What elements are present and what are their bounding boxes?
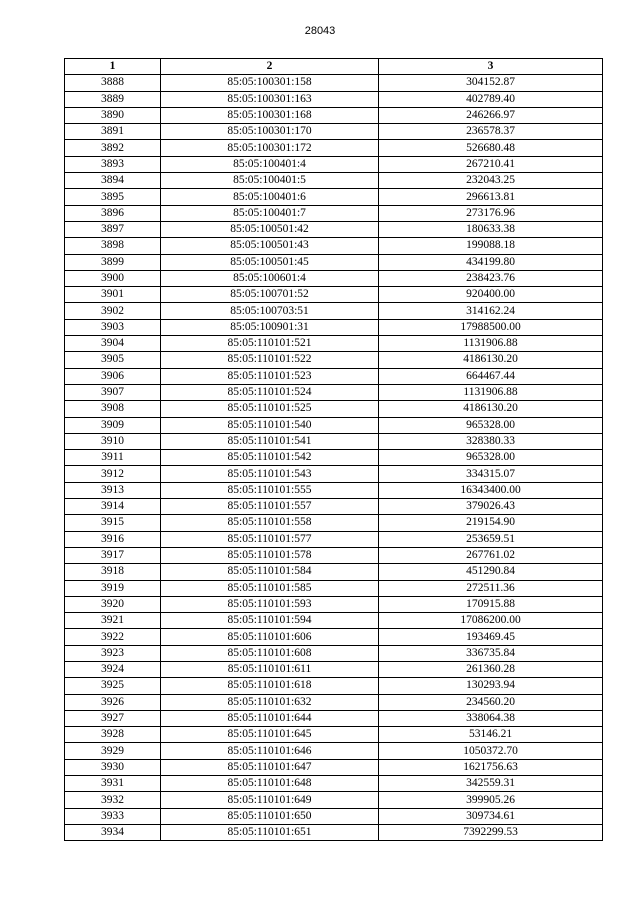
table-row	[65, 613, 603, 629]
data-table	[64, 58, 603, 841]
value-cell: 1050372.70	[379, 743, 603, 759]
table-row	[65, 124, 603, 140]
table-row	[65, 678, 603, 694]
cadastral-number-cell: 85:05:110101:648	[161, 776, 379, 792]
table-row	[65, 384, 603, 400]
table-header	[65, 59, 603, 75]
cadastral-number-cell: 85:05:110101:651	[161, 824, 379, 840]
table-row	[65, 694, 603, 710]
row-number-cell: 3918	[65, 564, 161, 580]
table-row	[65, 140, 603, 156]
row-number-cell: 3927	[65, 710, 161, 726]
table-row	[65, 173, 603, 189]
row-number-cell: 3920	[65, 596, 161, 612]
value-cell: 267210.41	[379, 156, 603, 172]
row-number-cell: 3921	[65, 613, 161, 629]
cadastral-number-cell: 85:05:110101:611	[161, 661, 379, 677]
cadastral-number-cell: 85:05:100601:4	[161, 270, 379, 286]
value-cell: 193469.45	[379, 629, 603, 645]
column-header-2: 2	[161, 59, 379, 75]
table-row	[65, 710, 603, 726]
cadastral-number-cell: 85:05:110101:608	[161, 645, 379, 661]
value-cell: 965328.00	[379, 417, 603, 433]
value-cell: 180633.38	[379, 221, 603, 237]
cadastral-number-cell: 85:05:110101:632	[161, 694, 379, 710]
value-cell: 170915.88	[379, 596, 603, 612]
cadastral-number-cell: 85:05:110101:594	[161, 613, 379, 629]
value-cell: 7392299.53	[379, 824, 603, 840]
table-row	[65, 531, 603, 547]
value-cell: 314162.24	[379, 303, 603, 319]
cadastral-number-cell: 85:05:110101:649	[161, 792, 379, 808]
row-number-cell: 3898	[65, 238, 161, 254]
value-cell: 309734.61	[379, 808, 603, 824]
value-cell: 399905.26	[379, 792, 603, 808]
value-cell: 402789.40	[379, 91, 603, 107]
value-cell: 219154.90	[379, 515, 603, 531]
value-cell: 526680.48	[379, 140, 603, 156]
row-number-cell: 3924	[65, 661, 161, 677]
value-cell: 16343400.00	[379, 482, 603, 498]
value-cell: 1131906.88	[379, 384, 603, 400]
value-cell: 338064.38	[379, 710, 603, 726]
table-row	[65, 596, 603, 612]
table-body	[65, 75, 603, 841]
value-cell: 334315.07	[379, 466, 603, 482]
row-number-cell: 3931	[65, 776, 161, 792]
cadastral-number-cell: 85:05:100501:45	[161, 254, 379, 270]
row-number-cell: 3905	[65, 352, 161, 368]
row-number-cell: 3919	[65, 580, 161, 596]
value-cell: 304152.87	[379, 75, 603, 91]
cadastral-number-cell: 85:05:110101:577	[161, 531, 379, 547]
table-row	[65, 645, 603, 661]
value-cell: 234560.20	[379, 694, 603, 710]
value-cell: 246266.97	[379, 107, 603, 123]
row-number-cell: 3912	[65, 466, 161, 482]
table-row	[65, 156, 603, 172]
cadastral-number-cell: 85:05:100901:31	[161, 319, 379, 335]
row-number-cell: 3923	[65, 645, 161, 661]
row-number-cell: 3890	[65, 107, 161, 123]
table-row	[65, 303, 603, 319]
value-cell: 17988500.00	[379, 319, 603, 335]
cadastral-number-cell: 85:05:110101:618	[161, 678, 379, 694]
table-row	[65, 580, 603, 596]
cadastral-number-cell: 85:05:100401:7	[161, 205, 379, 221]
row-number-cell: 3928	[65, 727, 161, 743]
table-row	[65, 792, 603, 808]
cadastral-number-cell: 85:05:110101:578	[161, 547, 379, 563]
cadastral-number-cell: 85:05:110101:522	[161, 352, 379, 368]
table-row	[65, 352, 603, 368]
cadastral-number-cell: 85:05:100301:168	[161, 107, 379, 123]
row-number-cell: 3930	[65, 759, 161, 775]
column-header-3: 3	[379, 59, 603, 75]
table-row	[65, 727, 603, 743]
row-number-cell: 3906	[65, 368, 161, 384]
table-row	[65, 107, 603, 123]
row-number-cell: 3902	[65, 303, 161, 319]
row-number-cell: 3917	[65, 547, 161, 563]
value-cell: 261360.28	[379, 661, 603, 677]
table-row	[65, 629, 603, 645]
table-row	[65, 499, 603, 515]
value-cell: 379026.43	[379, 499, 603, 515]
row-number-cell: 3889	[65, 91, 161, 107]
cadastral-number-cell: 85:05:110101:585	[161, 580, 379, 596]
table-row	[65, 221, 603, 237]
table-row	[65, 450, 603, 466]
table-row	[65, 466, 603, 482]
cadastral-number-cell: 85:05:110101:540	[161, 417, 379, 433]
value-cell: 17086200.00	[379, 613, 603, 629]
cadastral-number-cell: 85:05:110101:525	[161, 401, 379, 417]
table-row	[65, 776, 603, 792]
value-cell: 4186130.20	[379, 401, 603, 417]
value-cell: 4186130.20	[379, 352, 603, 368]
row-number-cell: 3933	[65, 808, 161, 824]
row-number-cell: 3897	[65, 221, 161, 237]
table-row	[65, 515, 603, 531]
value-cell: 451290.84	[379, 564, 603, 580]
cadastral-number-cell: 85:05:110101:521	[161, 336, 379, 352]
value-cell: 434199.80	[379, 254, 603, 270]
cadastral-number-cell: 85:05:100401:4	[161, 156, 379, 172]
value-cell: 1131906.88	[379, 336, 603, 352]
table-row	[65, 547, 603, 563]
value-cell: 236578.37	[379, 124, 603, 140]
row-number-cell: 3922	[65, 629, 161, 645]
value-cell: 296613.81	[379, 189, 603, 205]
row-number-cell: 3911	[65, 450, 161, 466]
row-number-cell: 3895	[65, 189, 161, 205]
value-cell: 273176.96	[379, 205, 603, 221]
cadastral-number-cell: 85:05:110101:542	[161, 450, 379, 466]
value-cell: 328380.33	[379, 433, 603, 449]
table-row	[65, 743, 603, 759]
value-cell: 342559.31	[379, 776, 603, 792]
table-row	[65, 417, 603, 433]
row-number-cell: 3903	[65, 319, 161, 335]
cadastral-number-cell: 85:05:100701:52	[161, 287, 379, 303]
row-number-cell: 3925	[65, 678, 161, 694]
row-number-cell: 3929	[65, 743, 161, 759]
value-cell: 920400.00	[379, 287, 603, 303]
cadastral-number-cell: 85:05:100301:172	[161, 140, 379, 156]
value-cell: 238423.76	[379, 270, 603, 286]
row-number-cell: 3900	[65, 270, 161, 286]
table-row	[65, 336, 603, 352]
page-number: 28043	[304, 25, 336, 37]
value-cell: 199088.18	[379, 238, 603, 254]
cadastral-number-cell: 85:05:100401:5	[161, 173, 379, 189]
table-row	[65, 205, 603, 221]
table-row	[65, 238, 603, 254]
cadastral-number-cell: 85:05:100301:163	[161, 91, 379, 107]
cadastral-number-cell: 85:05:100703:51	[161, 303, 379, 319]
cadastral-number-cell: 85:05:110101:558	[161, 515, 379, 531]
row-number-cell: 3915	[65, 515, 161, 531]
row-number-cell: 3896	[65, 205, 161, 221]
table-row	[65, 91, 603, 107]
table-row	[65, 401, 603, 417]
table-row	[65, 824, 603, 840]
value-cell: 965328.00	[379, 450, 603, 466]
value-cell: 53146.21	[379, 727, 603, 743]
table-row	[65, 759, 603, 775]
row-number-cell: 3916	[65, 531, 161, 547]
row-number-cell: 3932	[65, 792, 161, 808]
table-row	[65, 319, 603, 335]
cadastral-number-cell: 85:05:110101:647	[161, 759, 379, 775]
row-number-cell: 3899	[65, 254, 161, 270]
table-row	[65, 661, 603, 677]
cadastral-number-cell: 85:05:100501:42	[161, 221, 379, 237]
table-row	[65, 433, 603, 449]
cadastral-number-cell: 85:05:110101:541	[161, 433, 379, 449]
table-row	[65, 287, 603, 303]
row-number-cell: 3908	[65, 401, 161, 417]
column-header-1: 1	[65, 59, 161, 75]
cadastral-number-cell: 85:05:110101:644	[161, 710, 379, 726]
row-number-cell: 3926	[65, 694, 161, 710]
cadastral-number-cell: 85:05:110101:524	[161, 384, 379, 400]
row-number-cell: 3901	[65, 287, 161, 303]
table-row	[65, 270, 603, 286]
cadastral-number-cell: 85:05:100501:43	[161, 238, 379, 254]
row-number-cell: 3891	[65, 124, 161, 140]
cadastral-number-cell: 85:05:110101:584	[161, 564, 379, 580]
cadastral-number-cell: 85:05:110101:543	[161, 466, 379, 482]
value-cell: 664467.44	[379, 368, 603, 384]
table-row	[65, 254, 603, 270]
table-row	[65, 808, 603, 824]
row-number-cell: 3914	[65, 499, 161, 515]
table-row	[65, 368, 603, 384]
cadastral-number-cell: 85:05:110101:645	[161, 727, 379, 743]
table-row	[65, 75, 603, 91]
row-number-cell: 3893	[65, 156, 161, 172]
cadastral-number-cell: 85:05:110101:555	[161, 482, 379, 498]
value-cell: 267761.02	[379, 547, 603, 563]
cadastral-number-cell: 85:05:110101:557	[161, 499, 379, 515]
row-number-cell: 3909	[65, 417, 161, 433]
cadastral-number-cell: 85:05:100301:158	[161, 75, 379, 91]
row-number-cell: 3934	[65, 824, 161, 840]
cadastral-number-cell: 85:05:110101:593	[161, 596, 379, 612]
cadastral-number-cell: 85:05:100301:170	[161, 124, 379, 140]
value-cell: 253659.51	[379, 531, 603, 547]
cadastral-number-cell: 85:05:110101:523	[161, 368, 379, 384]
value-cell: 1621756.63	[379, 759, 603, 775]
cadastral-number-cell: 85:05:110101:646	[161, 743, 379, 759]
row-number-cell: 3888	[65, 75, 161, 91]
row-number-cell: 3907	[65, 384, 161, 400]
header-row	[65, 59, 603, 75]
cadastral-number-cell: 85:05:110101:606	[161, 629, 379, 645]
table-row	[65, 482, 603, 498]
row-number-cell: 3910	[65, 433, 161, 449]
row-number-cell: 3894	[65, 173, 161, 189]
value-cell: 232043.25	[379, 173, 603, 189]
row-number-cell: 3913	[65, 482, 161, 498]
table-row	[65, 564, 603, 580]
value-cell: 130293.94	[379, 678, 603, 694]
table-row	[65, 189, 603, 205]
cadastral-number-cell: 85:05:110101:650	[161, 808, 379, 824]
row-number-cell: 3904	[65, 336, 161, 352]
value-cell: 336735.84	[379, 645, 603, 661]
row-number-cell: 3892	[65, 140, 161, 156]
value-cell: 272511.36	[379, 580, 603, 596]
cadastral-number-cell: 85:05:100401:6	[161, 189, 379, 205]
